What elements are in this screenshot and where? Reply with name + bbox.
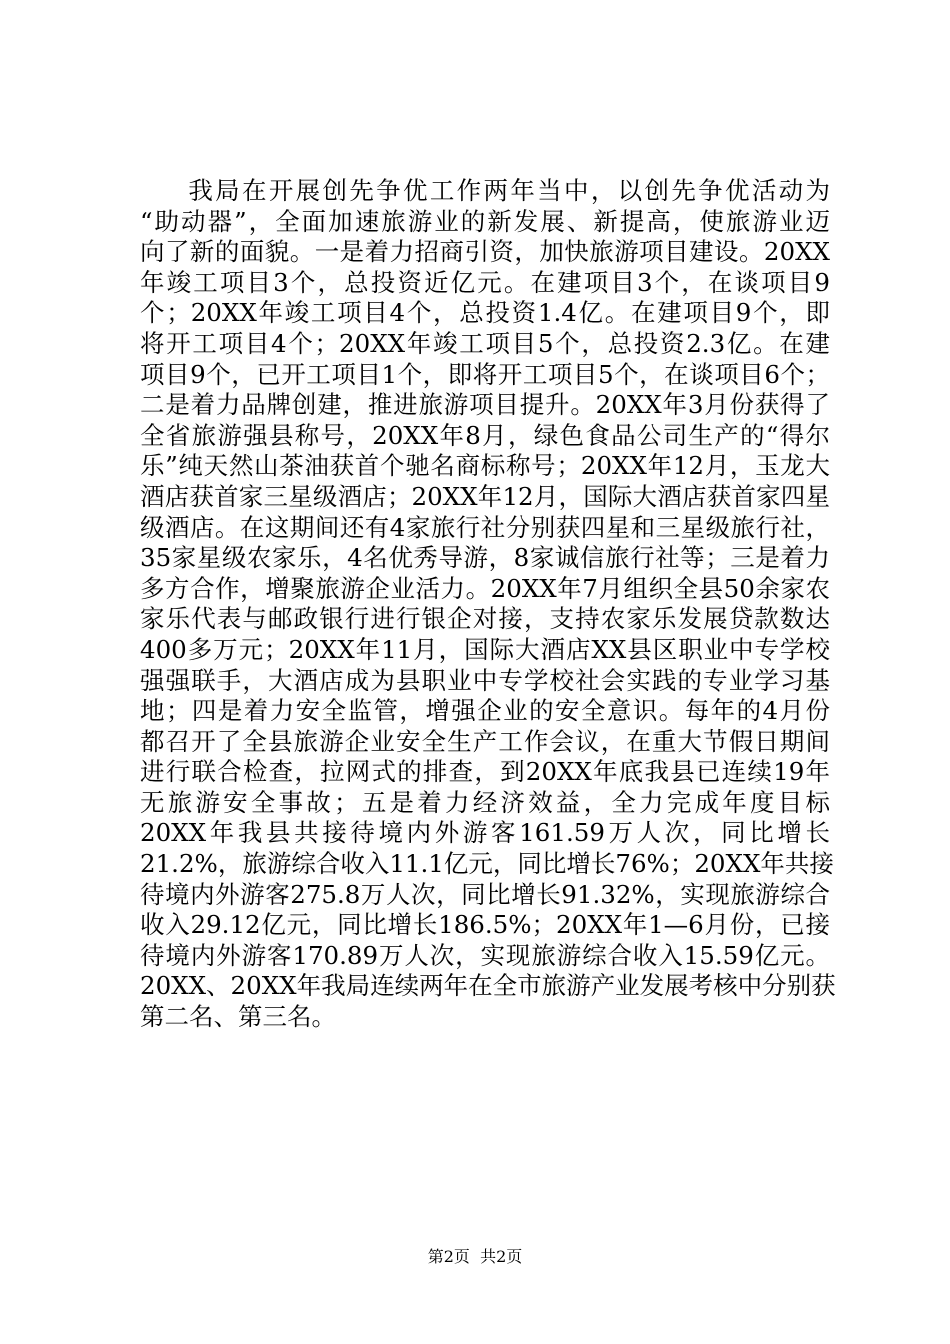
paragraph-line [140, 1002, 830, 1033]
paragraph-line [140, 237, 830, 268]
paragraph-line-text: 多方合作，增聚旅游企业活力。20XX年7月组织全县50余家农 [140, 573, 830, 603]
paragraph-line-text: 20XX、20XX年我局连续两年在全市旅游产业发展考核中分别获 [140, 971, 836, 1001]
paragraph-line [140, 635, 830, 666]
paragraph-line [140, 818, 830, 849]
paragraph-line-text: 个；20XX年竣工项目4个，总投资1.4亿。在建项目9个，即 [140, 298, 830, 328]
paragraph-line [140, 880, 830, 911]
paragraph-line-text: 无旅游安全事故；五是着力经济效益，全力完成年度目标 [140, 787, 830, 817]
paragraph-line [140, 329, 830, 360]
paragraph-line-text: 21.2%，旅游综合收入11.1亿元，同比增长76%；20XX年共接 [140, 849, 834, 879]
paragraph-line [140, 176, 830, 207]
paragraph-line [140, 574, 830, 605]
paragraph-line [140, 604, 830, 635]
page-number-total: 共2页 [480, 1247, 523, 1266]
paragraph-line [140, 971, 836, 1002]
paragraph-line-text: 第二名、第三名。 [140, 1002, 336, 1032]
paragraph-line-text: 都召开了全县旅游企业安全生产工作会议，在重大节假日期间 [140, 726, 830, 756]
paragraph-line [140, 543, 830, 574]
paragraph-line [140, 696, 830, 727]
paragraph-line [140, 298, 830, 329]
paragraph-line [140, 941, 830, 972]
paragraph-line [140, 207, 830, 238]
paragraph-line-text: 酒店获首家三星级酒店；20XX年12月，国际大酒店获首家四星 [140, 481, 830, 511]
paragraph-line-text: 年竣工项目3个，总投资近亿元。在建项目3个，在谈项目9 [140, 267, 830, 297]
paragraph-line [140, 910, 830, 941]
paragraph-line [140, 727, 830, 758]
page-footer [0, 1244, 950, 1267]
paragraph-line-text: 待境内外游客275.8万人次，同比增长91.32%，实现旅游综合 [140, 879, 830, 909]
paragraph-line-text: 20XX年我县共接待境内外游客161.59万人次，同比增长 [140, 818, 830, 848]
paragraph-line [140, 390, 830, 421]
paragraph-line [140, 666, 830, 697]
paragraph-line-text: 级酒店。在这期间还有4家旅行社分别获四星和三星级旅行社， [140, 512, 830, 542]
paragraph-line-text: 地；四是着力安全监管，增强企业的安全意识。每年的4月份 [140, 696, 830, 726]
paragraph-line [140, 788, 830, 819]
paragraph-line-text: 强强联手，大酒店成为县职业中专学校社会实践的专业学习基 [140, 665, 830, 695]
paragraph-line-text: 二是着力品牌创建，推进旅游项目提升。20XX年3月份获得了 [140, 390, 830, 420]
paragraph-line [140, 451, 830, 482]
body-paragraph [140, 176, 836, 1033]
paragraph-line-text: 将开工项目4个；20XX年竣工项目5个，总投资2.3亿。在建 [140, 328, 830, 358]
paragraph-line-text: 进行联合检查，拉网式的排查，到20XX年底我县已连续19年 [140, 757, 830, 787]
paragraph-line [140, 757, 830, 788]
paragraph-line-text: 收入29.12亿元，同比增长186.5%；20XX年1—6月份，已接 [140, 910, 830, 940]
paragraph-line [140, 421, 830, 452]
paragraph-line [140, 849, 834, 880]
paragraph-line [140, 482, 830, 513]
paragraph-line-text: 乐”纯天然山茶油获首个驰名商标称号；20XX年12月，玉龙大 [140, 451, 830, 481]
paragraph-line-text: 400多万元；20XX年11月，国际大酒店XX县区职业中专学校 [140, 634, 830, 664]
paragraph-line [140, 268, 830, 299]
paragraph-line-text: “助动器”，全面加速旅游业的新发展、新提高，使旅游业迈 [140, 206, 830, 236]
page-number-current: 第2页 [427, 1247, 470, 1266]
paragraph-line-text: 向了新的面貌。一是着力招商引资，加快旅游项目建设。20XX [140, 237, 830, 267]
paragraph-line-text: 全省旅游强县称号，20XX年8月，绿色食品公司生产的“得尔 [140, 420, 830, 450]
paragraph-line [140, 513, 830, 544]
paragraph-line-text: 项目9个，已开工项目1个，即将开工项目5个，在谈项目6个； [140, 359, 830, 389]
paragraph-line-text: 35家星级农家乐，4名优秀导游，8家诚信旅行社等；三是着力 [140, 543, 830, 573]
paragraph-line-text: 待境内外游客170.89万人次，实现旅游综合收入15.59亿元。 [140, 940, 830, 970]
paragraph-line-text: 家乐代表与邮政银行进行银企对接，支持农家乐发展贷款数达 [140, 604, 830, 634]
paragraph-line-text: 我局在开展创先争优工作两年当中，以创先争优活动为 [186, 176, 830, 205]
paragraph-line [140, 360, 830, 391]
